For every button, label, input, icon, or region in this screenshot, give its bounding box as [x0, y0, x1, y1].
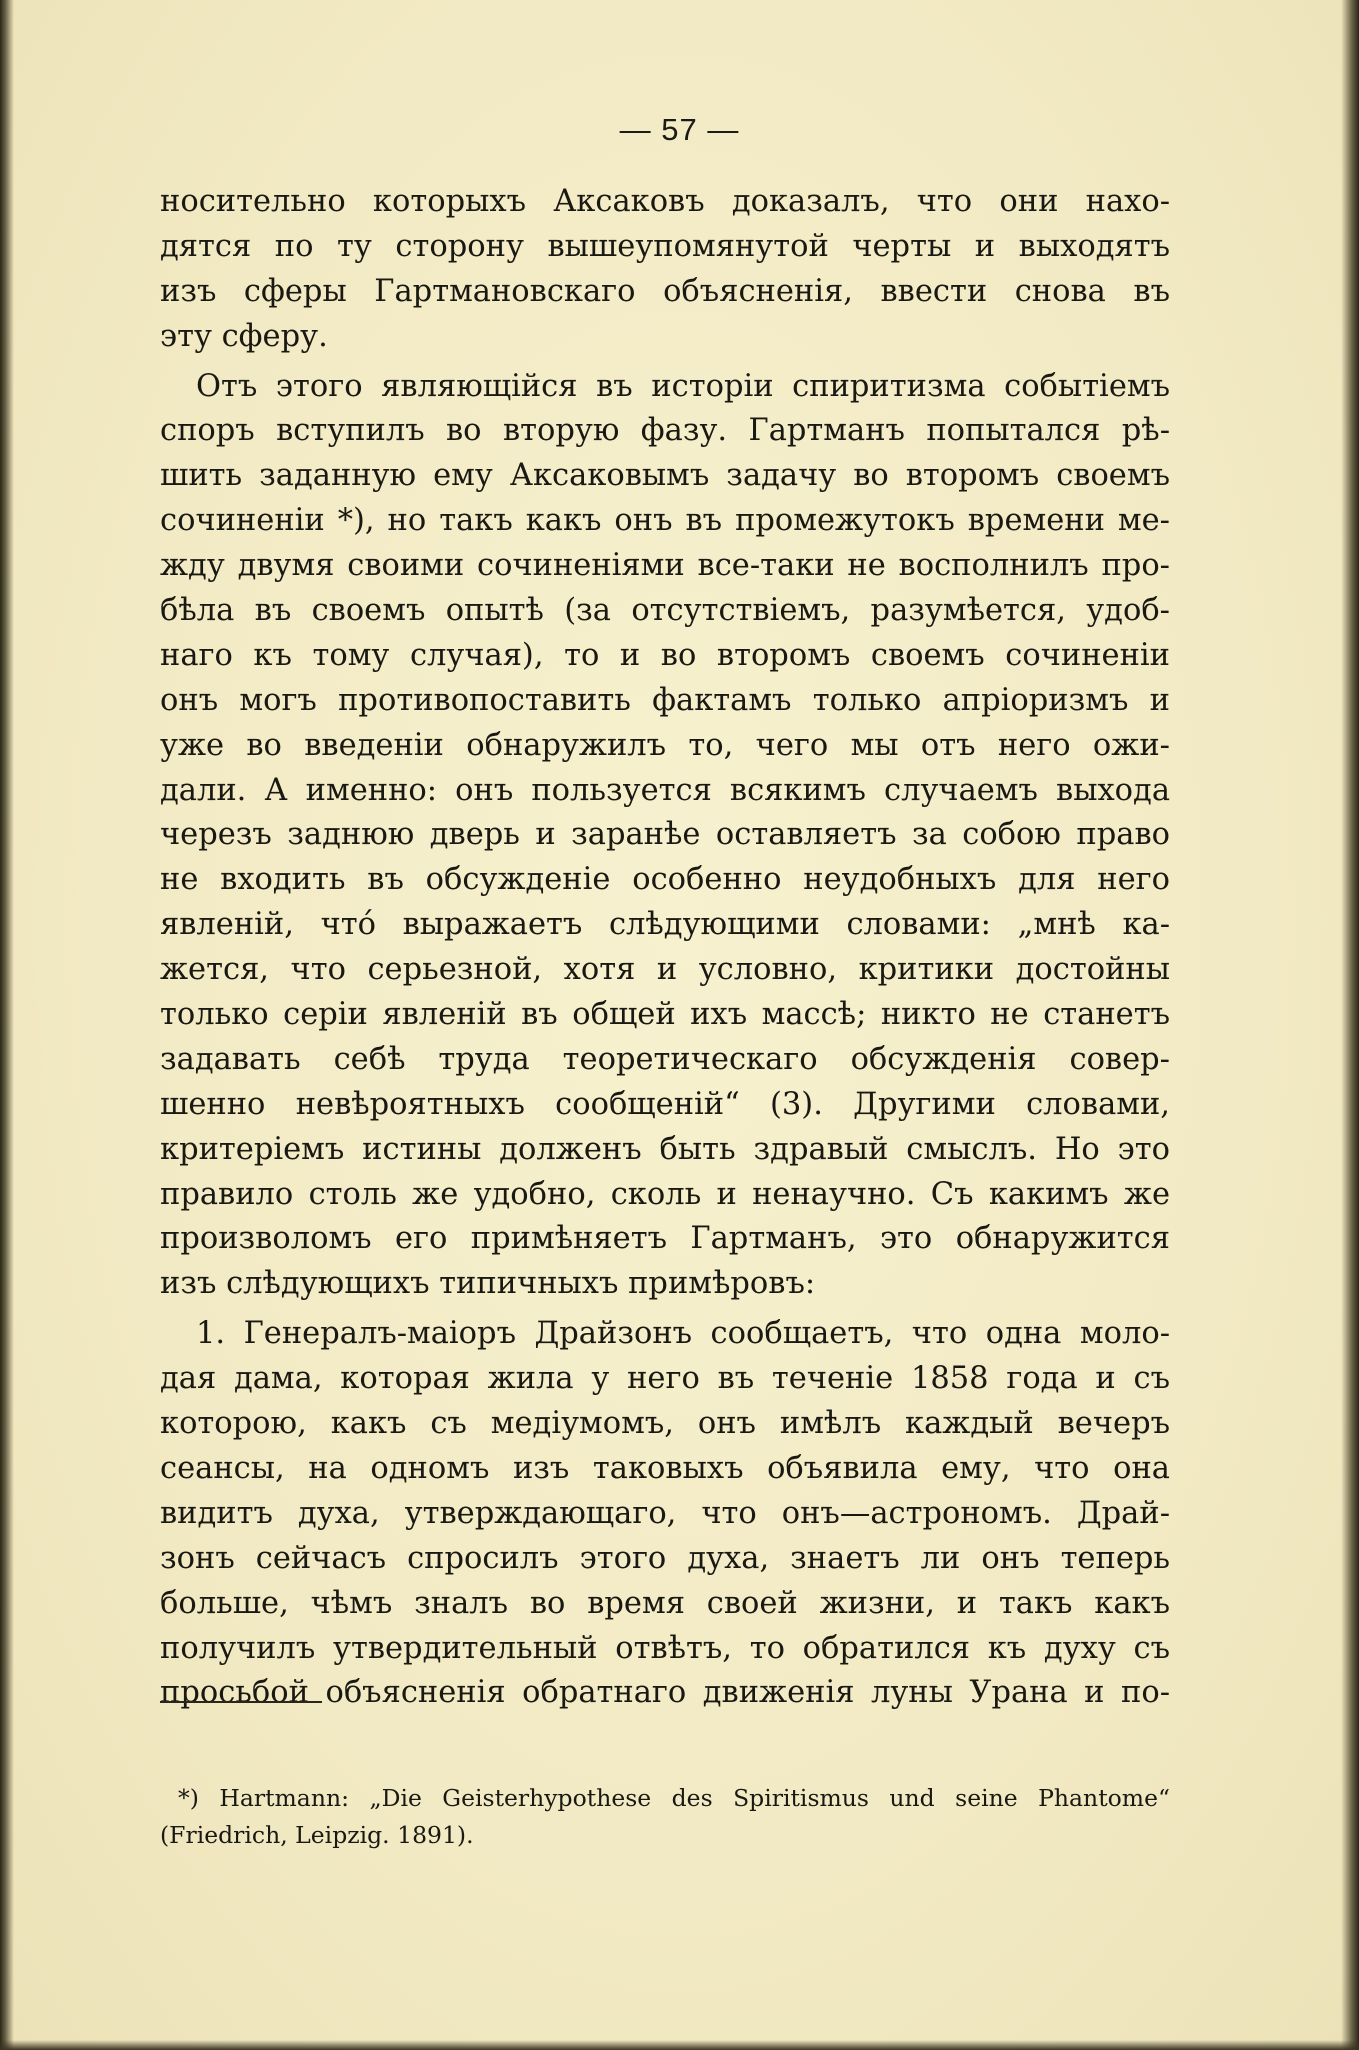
text-line: больше, чѣмъ зналъ во время своей жизни, и такъ какъ	[160, 1585, 1170, 1621]
text-line: зонъ сейчасъ спросилъ этого духа, знаетъ ли онъ теперь	[160, 1540, 1170, 1576]
text-line: черезъ заднюю дверь и заранѣе оставляетъ за собою право	[160, 817, 1170, 853]
text-line: споръ вступилъ во вторую фазу. Гартманъ попытался рѣ-	[160, 413, 1170, 449]
page-edge-bottom	[0, 2040, 1359, 2050]
footnote	[160, 1780, 1170, 1854]
text-line: явленій, что́ выражаетъ слѣдующими словами: „мнѣ ка-	[160, 907, 1170, 943]
text-line: сеансы, на одномъ изъ таковыхъ объявила ему, что она	[160, 1450, 1170, 1486]
text-line: видитъ духа, утверждающаго, что онъ—астрономъ. Драй-	[160, 1495, 1170, 1531]
text-line: просьбой объясненія обратнаго движенія луны Урана и по-	[160, 1675, 1170, 1711]
text-line: изъ сферы Гартмановскаго объясненія, ввести снова въ	[160, 273, 1170, 309]
text-line: получилъ утвердительный отвѣтъ, то обратился къ духу съ	[160, 1630, 1170, 1666]
text-line: бѣла въ своемъ опытѣ (за отсутствіемъ, разумѣется, удоб-	[160, 593, 1170, 629]
text-line: жется, что серьезной, хотя и условно, критики достойны	[160, 952, 1170, 988]
text-line: критеріемъ истины долженъ быть здравый смыслъ. Но это	[160, 1131, 1170, 1167]
text-line: жду двумя своими сочиненіями все-таки не восполнилъ про-	[160, 548, 1170, 584]
text-line: изъ слѣдующихъ типичныхъ примѣровъ:	[160, 1266, 816, 1302]
text-line: наго къ тому случая), то и во второмъ своемъ сочиненіи	[160, 637, 1170, 673]
text-line: уже во введеніи обнаружилъ то, чего мы отъ него ожи-	[160, 727, 1170, 763]
text-line: задавать себѣ труда теоретическаго обсужденія совер-	[160, 1041, 1170, 1077]
text-line: не входить въ обсужденіе особенно неудобныхъ для него	[160, 862, 1170, 898]
footnote-line: (Friedrich, Leipzig. 1891).	[160, 1821, 474, 1849]
page-edge-left	[0, 0, 14, 2050]
text-line: правило столь же удобно, сколь и ненаучно. Съ какимъ же	[160, 1176, 1170, 1212]
text-line: онъ могъ противопоставить фактамъ только апріоризмъ и	[160, 682, 1170, 718]
text-line: только серіи явленій въ общей ихъ массѣ; никто не станетъ	[160, 997, 1170, 1033]
text-line: 1. Генералъ-маіоръ Драйзонъ сообщаетъ, что одна моло-	[196, 1316, 1170, 1352]
text-line: дая дама, которая жила у него въ теченіе 1858 года и съ	[160, 1361, 1170, 1397]
page-edge-right	[1341, 0, 1359, 2050]
text-line: которою, какъ съ медіумомъ, онъ имѣлъ каждый вечеръ	[160, 1406, 1170, 1442]
text-line: Отъ этого являющійся въ исторіи спиритизма событіемъ	[196, 368, 1170, 404]
footnote-line: *) Hartmann: „Die Geisterhypothese des Spiritismus und seine Phantome“	[178, 1784, 1170, 1812]
text-line: эту сферу.	[160, 318, 328, 354]
text-line: дятся по ту сторону вышеупомянутой черты и выходятъ	[160, 228, 1170, 264]
text-line: произволомъ его примѣняетъ Гартманъ, это обнаружится	[160, 1221, 1170, 1257]
text-line: сочиненіи *), но такъ какъ онъ въ промежутокъ времени ме-	[160, 503, 1170, 539]
footnote-separator	[160, 1701, 322, 1703]
text-line: шить заданную ему Аксаковымъ задачу во второмъ своемъ	[160, 458, 1170, 494]
text-line: дали. А именно: онъ пользуется всякимъ случаемъ выхода	[160, 772, 1170, 808]
text-line: носительно которыхъ Аксаковъ доказалъ, что они нахо-	[160, 184, 1170, 219]
text-line: шенно невѣроятныхъ сообщеній“ (3). Другими словами,	[160, 1086, 1170, 1122]
page-number-header: — 57 —	[619, 112, 740, 147]
body-text	[160, 180, 1170, 1716]
